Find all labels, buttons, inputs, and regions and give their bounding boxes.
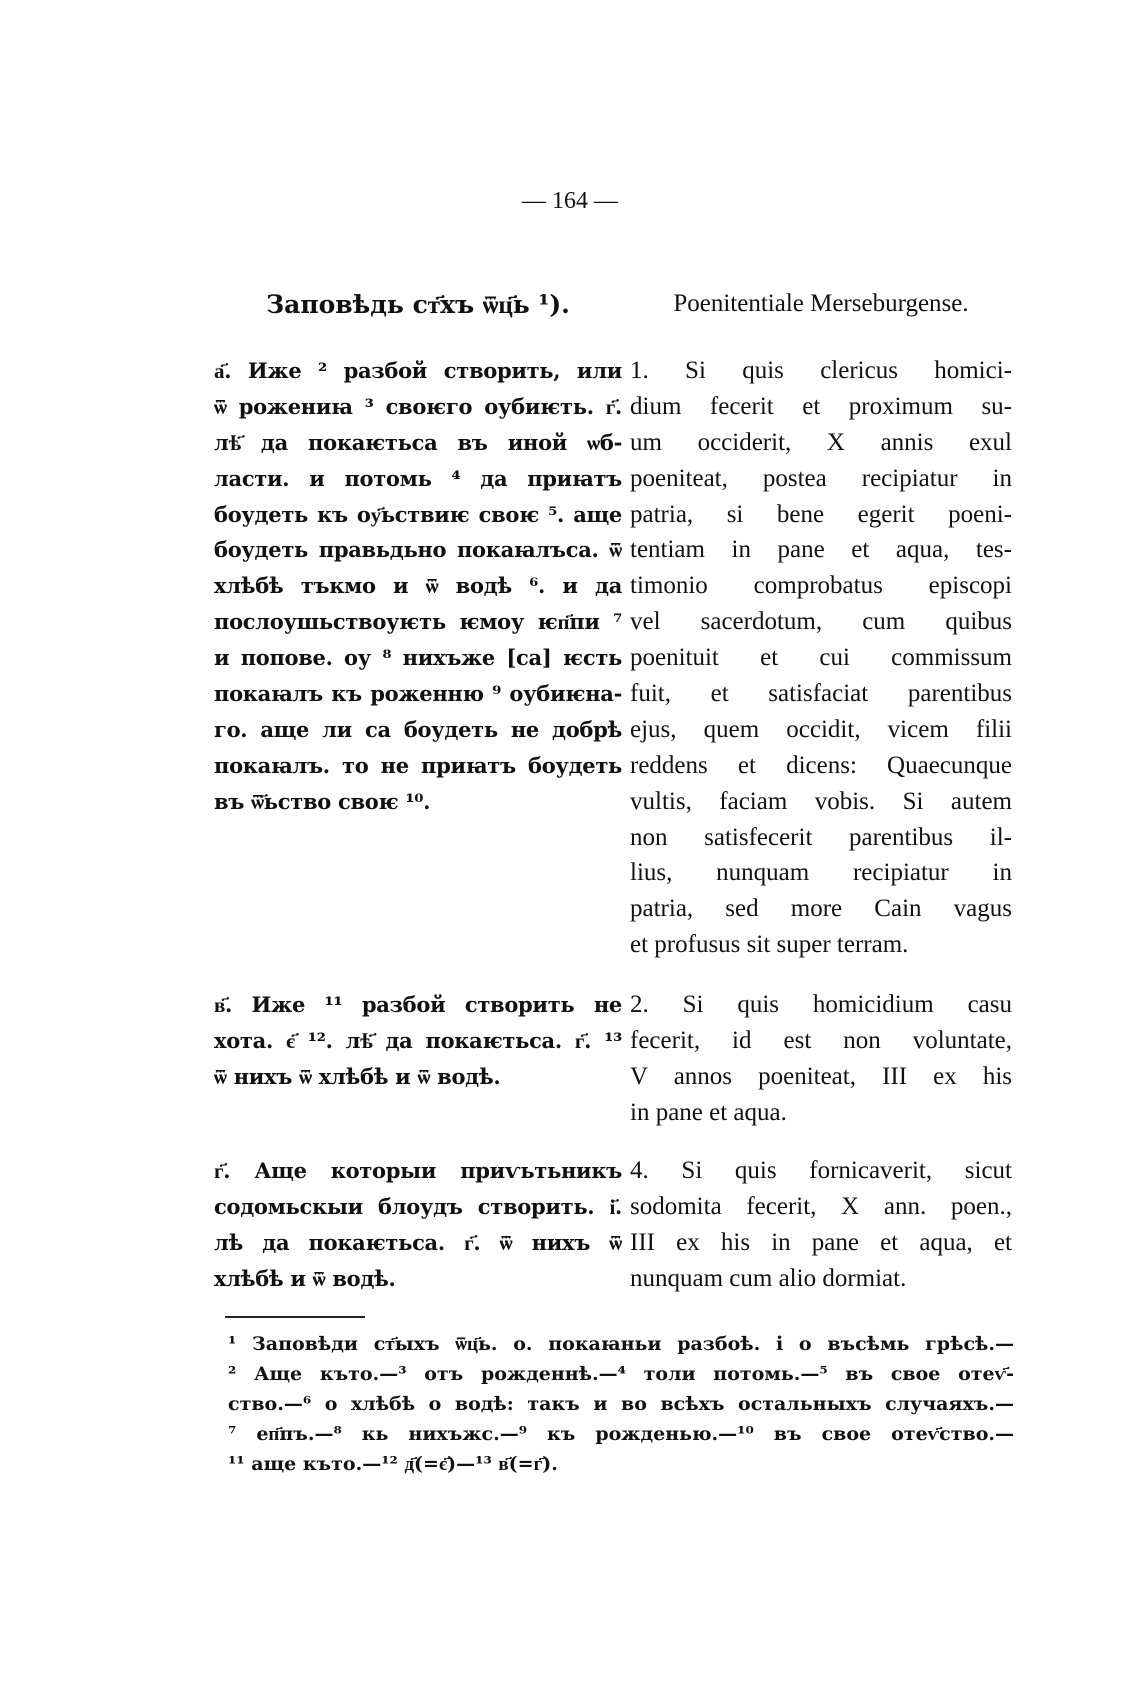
text-line: хота. є҃ ¹². лѣ҃ да покаѥтьса. г҃. ¹³ xyxy=(214,1027,622,1053)
text-line: lius, nunquam recipiatur in xyxy=(630,859,1012,887)
text-line: reddens et dicens: Quaecunque xyxy=(630,751,1012,779)
text-line: хлѣбѣ и ѿ водѣ. xyxy=(214,1265,396,1291)
text-line: patria, si bene egerit poeni- xyxy=(630,500,1012,528)
slavonic-paragraph-3 xyxy=(214,1153,622,1297)
text-line: V annos poeniteat, III ex his xyxy=(630,1062,1012,1090)
text-line: patria, sed more Cain vagus xyxy=(630,895,1012,923)
slavonic-paragraph-2 xyxy=(214,987,622,1095)
text-line: sodomita fecerit, X ann. poen., xyxy=(630,1192,1012,1220)
text-line: в҃. Иже ¹¹ разбой створить не xyxy=(214,992,622,1017)
text-line: ласти. и потомь ⁴ да приꙗтъ xyxy=(214,465,622,491)
latin-heading: Poenitentiale Merseburgense. xyxy=(673,290,969,317)
text-line: 4. Si quis fornicaverit, sicut xyxy=(630,1157,1012,1184)
text-line: vel sacerdotum, cum quibus xyxy=(630,608,1012,636)
text-line: tentiam in pane et aqua, tes- xyxy=(630,536,1012,564)
latin-paragraph-3 xyxy=(630,1153,1012,1297)
text-line: nunquam cum alio dormiat. xyxy=(630,1264,907,1292)
slavonic-heading: Заповѣдь ст҃хъ ѿц҃ь ¹). xyxy=(266,290,570,319)
text-line: et profusus sit super terram. xyxy=(630,931,909,959)
text-line: го. аще ли са боудеть не добрѣ xyxy=(214,716,622,742)
text-line: ² Аще къто.—³ отъ рожденнѣ.—⁴ толи потомь.—⁵ въ свое отеѵ҃- xyxy=(228,1363,1014,1385)
latin-paragraph-2 xyxy=(630,987,1012,1131)
text-line: um occiderit, X annis exul xyxy=(630,428,1012,456)
text-line: ¹ Заповѣди ст҃ыхъ ѿц҃ь. о. покаꙗньи разбоѣ. і о въсѣмь грѣсѣ.— xyxy=(228,1333,1014,1355)
text-line: fecerit, id est non voluntate, xyxy=(630,1026,1012,1054)
slavonic-paragraph-1 xyxy=(214,353,622,820)
text-line: ство.—⁶ о хлѣбѣ о водѣ: такъ и во всѣхъ остальныхъ случаяхъ.— xyxy=(228,1393,1014,1415)
text-line: dium fecerit et proximum su- xyxy=(630,392,1012,420)
text-line: лѣ да покаѥтьса. г҃. ѿ нихъ ѿ xyxy=(214,1229,622,1255)
footnote-rule xyxy=(225,1316,365,1318)
text-line: ejus, quem occidit, vicem filii xyxy=(630,715,1012,743)
text-line: послоушьствоуѥть ѥмоу ѥп҃пи ⁷ xyxy=(214,609,622,635)
text-line: въ ѿ҃ьство своѥ ¹⁰. xyxy=(214,788,431,814)
text-line: покаꙗлъ къ роженню ⁹ оубиѥна- xyxy=(214,681,622,707)
text-line: fuit, et satisfaciat parentibus xyxy=(630,680,1012,708)
text-line: покаꙗлъ. то не приꙗтъ боудеть xyxy=(214,752,622,778)
text-line: а҃. Иже ² разбой створить, или xyxy=(214,358,622,383)
text-line: 2. Si quis homicidium casu xyxy=(630,991,1012,1018)
text-line: 1. Si quis clericus homici- xyxy=(630,357,1012,384)
text-line: содомьскыи блоудъ створить. і҃. xyxy=(214,1193,622,1219)
text-line: vultis, faciam vobis. Si autem xyxy=(630,787,1012,815)
text-line: ¹¹ аще къто.—¹² д҃(=є҃)—¹³ в҃(=г҃). xyxy=(228,1453,558,1475)
text-line: ⁷ еп҃пъ.—⁸ кь нихъжс.—⁹ къ рожденью.—¹⁰ въ свое отеѵ҃ство.— xyxy=(228,1423,1014,1445)
text-line: лѣ҃ да покаѥтьса въ иной ѡб- xyxy=(214,429,622,455)
text-line: in pane et aqua. xyxy=(630,1098,787,1126)
text-line: хлѣбѣ тъкмо и ѿ водѣ ⁶. и да xyxy=(214,573,622,599)
text-line: боудеть правьдьно покаꙗлъса. ѿ xyxy=(214,537,622,563)
text-line: и попове. оу ⁸ нихъже [са] ѥсть xyxy=(214,645,622,671)
text-line: III ex his in pane et aqua, et xyxy=(630,1228,1012,1256)
text-line: poeniteat, postea recipiatur in xyxy=(630,464,1012,492)
text-line: г҃. Аще которыи приѵьтьникъ xyxy=(214,1158,622,1183)
page-number: — 164 — xyxy=(522,188,618,214)
text-line: poenituit et cui commissum xyxy=(630,644,1012,672)
text-line: боудеть къ оу҃ьствиѥ своѥ ⁵. аще xyxy=(214,501,622,527)
text-line: non satisfecerit parentibus il- xyxy=(630,823,1012,851)
text-line: ѿ рожениꙗ ³ своѥго оубиѥть. г҃. xyxy=(214,393,622,419)
latin-paragraph-1 xyxy=(630,353,1012,963)
footnotes xyxy=(228,1333,1014,1483)
text-line: timonio comprobatus episcopi xyxy=(630,572,1012,600)
text-line: ѿ нихъ ѿ хлѣбѣ и ѿ водѣ. xyxy=(214,1063,501,1089)
